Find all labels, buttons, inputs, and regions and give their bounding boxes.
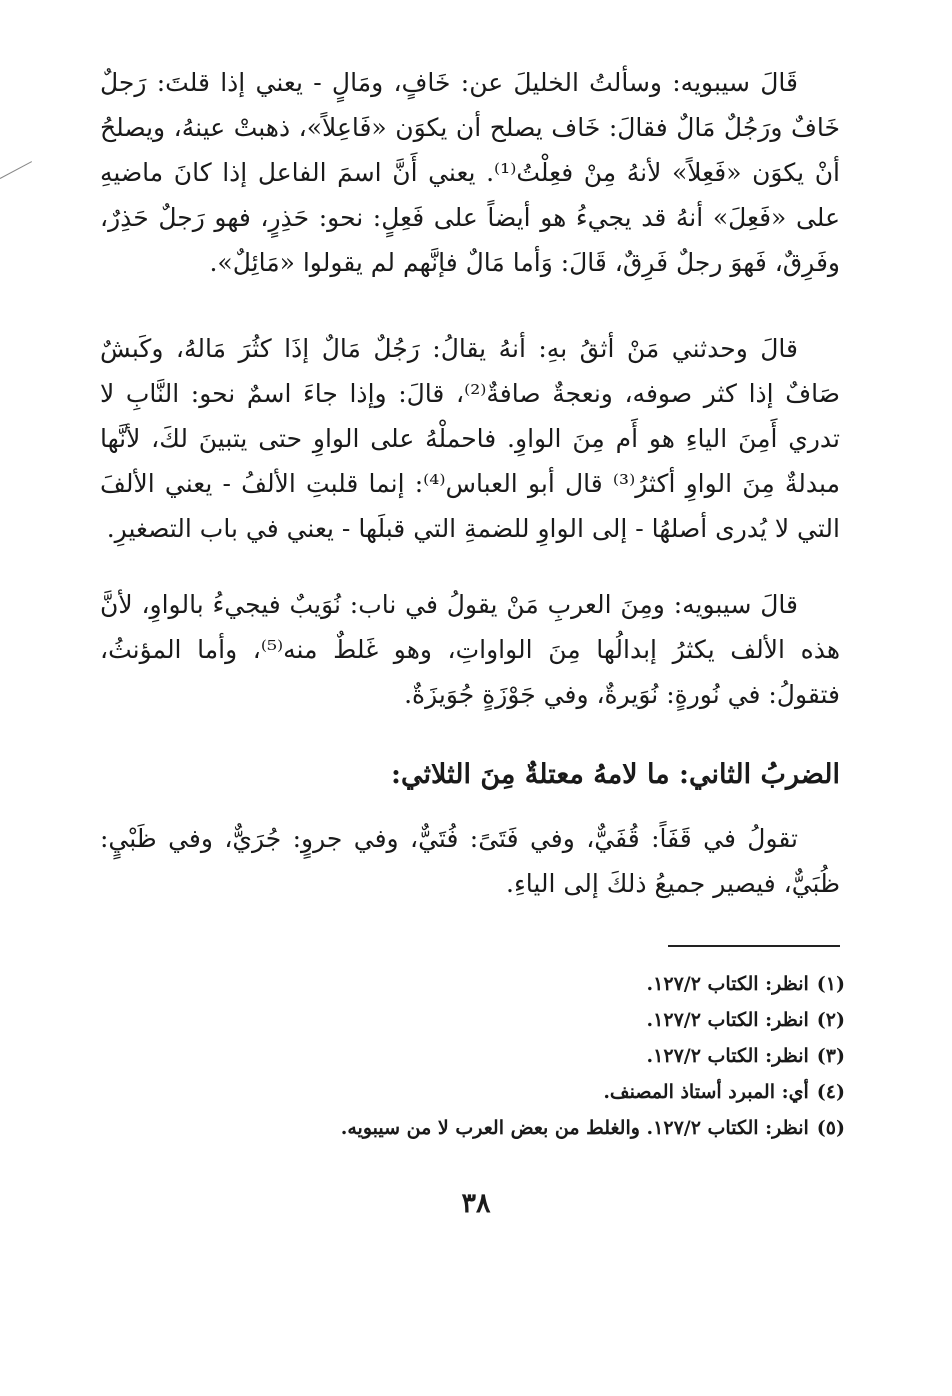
footnote-number: (٣): [816, 1045, 845, 1067]
footnote-text: انظر: الكتاب ١٢٧/٢. والغلط من بعض العرب لا من سيبويه.: [340, 1117, 809, 1139]
paragraph-2-text: قالَ وحدثني مَنْ أثقُ بهِ: أنهُ يقالُ: رَجُلٌ مَالٌ إذَا كثُرَ مَالهُ، وكَبشٌ صَافٌ إذا كثر صوفه، ونعجةٌ صافةٌ⁽²⁾، قالَ: وإذا جاءَ اسمٌ نحو: النَّابِ لا تدري أَمِنَ الياءِ هو أَم مِنَ الواوِ. فاحملْهُ على الواوِ حتى يتبينَ لكَ، لأنَّها مبدلةٌ مِنَ الواوِ أكثرُ⁽³⁾ قال أبو العباس⁽⁴⁾: إنما قلبتِ الألفُ - يعني الألفَ التي لا يُدرى أصلهُا - إلى الواوِ للضمةِ التي قبلَها - يعني في باب التصغيرِ.: [100, 334, 840, 543]
footnote-number: (٥): [816, 1117, 845, 1139]
footnote-5: [100, 1110, 845, 1146]
paragraph-3: [100, 582, 840, 717]
footnote-3: [100, 1038, 845, 1074]
section-heading: الضربُ الثاني: ما لامهُ معتلةٌ مِنَ الثلاثي:: [390, 759, 840, 790]
footnote-text: أي: المبرد أستاذ المصنف.: [603, 1081, 809, 1103]
footnotes: [100, 966, 845, 1146]
footnote-text: انظر: الكتاب ١٢٧/٢.: [646, 973, 809, 995]
page-number: ٣٨: [461, 1188, 491, 1219]
paragraph-2: [100, 326, 840, 551]
footnote-number: (٢): [816, 1009, 845, 1031]
footnote-4: [100, 1074, 845, 1110]
footnote-2: [100, 1002, 845, 1038]
paragraph-4: [100, 816, 840, 906]
footnote-divider: [668, 945, 840, 947]
paragraph-3-text: قالَ سيبويه: ومِنَ العربِ مَنْ يقولُ في ناب: نُوَيبٌ فيجيءُ بالواوِ، لأنَّ هذه الألف يكثرُ إبدالُها مِنَ الواواتِ، وهو غَلطٌ منه⁽⁵⁾، وأما المؤنثُ، فتقولُ: في نُورةٍ: نُوَيرةٌ، وفي جَوْزَةٍ جُوَيزَةٌ.: [100, 590, 840, 709]
paragraph-1: [100, 60, 840, 285]
footnote-text: انظر: الكتاب ١٢٧/٢.: [646, 1009, 809, 1031]
paragraph-4-text: تقولُ في قَفَاً: قُفَيٌّ، وفي فَتَىً: فُتَيٌّ، وفي جروٍ: جُرَيٌّ، وفي ظَبْيٍ: ظُبَيٌّ، فيصير جميعُ ذلكَ إلى الياءِ.: [100, 824, 840, 898]
scan-edge-mark: [0, 161, 32, 179]
footnote-number: (١): [816, 973, 845, 995]
paragraph-1-text: قَالَ سيبويه: وسألتُ الخليلَ عن: خَافٍ، ومَالٍ - يعني إذا قلتَ: رَجلٌ خَافٌ ورَجُلٌ مَالٌ فقالَ: خَاف يصلح أن يكوَن «فَاعِلاً»، ذهبتْ عينهُ، ويصلحُ أنْ يكوَن «فَعِلاً» لأنهُ مِنْ فعِلْتُ⁽¹⁾. يعني أَنَّ اسمَ الفاعل إذا كانَ ماضيهِ على «فَعِلَ» أنهُ قد يجيءُ هو أيضاً على فَعِلٍ: نحو: حَذِرٍ، فهو رَجلٌ حَذِرٌ، وفَرِقٌ، فَهوَ رجلٌ فَرِقٌ، قَالَ: وَأما مَالٌ فإنَّهم لم يقولوا «مَائِلٌ».: [100, 68, 841, 277]
footnote-1: [100, 966, 845, 1002]
footnote-text: انظر: الكتاب ١٢٧/٢.: [646, 1045, 809, 1067]
footnote-number: (٤): [816, 1081, 845, 1103]
